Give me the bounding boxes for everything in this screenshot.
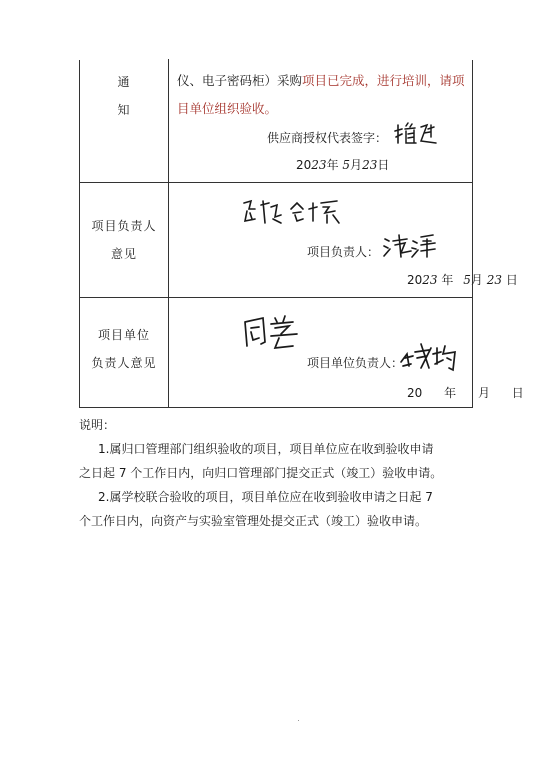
unit-leader-row [80,297,524,408]
project-leader-label-cell [80,183,169,298]
unit-leader-opinion-handwriting [241,312,303,352]
unit-leader-label-cell [80,298,169,408]
project-leader-sign-label: 项目负责人： [307,245,380,259]
project-leader-row [80,182,518,298]
unit-leader-sign-label: 项目单位负责人： [307,356,404,370]
unit-leader-signature [399,340,463,372]
project-leader-content-cell [169,183,518,298]
notice-text-black: 仪、电子密码柜）采购 [177,73,303,88]
notes-item1-line1: 1.属归口管理部门组织验收的项目，项目单位应在收到验收申请 [98,442,434,456]
unit-leader-content-cell [169,298,524,408]
supplier-sign-label: 供应商授权代表签字： [267,131,388,145]
notice-text-line2 [177,99,277,117]
notes-item2-line1: 2.属学校联合验收的项目，项目单位应在收到验收申请之日起 7 [98,490,433,504]
supplier-signature [394,121,440,147]
project-leader-signature [381,231,439,259]
project-leader-label-line1: 项目负责人 [91,219,157,233]
notice-row [80,59,472,182]
notice-label-line2: 知 [117,103,131,117]
notes-item2-line2: 个工作日内，向资产与实验室管理处提交正式（竣工）验收申请。 [79,514,428,528]
notice-text-red-2: 目单位组织验收。 [177,101,278,116]
notes-title: 说明： [79,418,116,432]
project-leader-opinion-handwriting [241,197,351,227]
notes-item1-line2: 之日起 7 个工作日内，向归口管理部门提交正式（竣工）验收申请。 [79,466,443,480]
unit-leader-label-line2: 负责人意见 [91,356,157,370]
notice-content-cell [169,59,472,182]
project-leader-label-line2: 意见 [110,247,137,261]
unit-leader-date: 20 年 月 日 [407,386,524,400]
notice-text-line1 [177,71,465,89]
notice-date: 2023年 5月23日 [296,158,390,172]
notice-text-red: 项目已完成，进行培训，请项 [302,73,465,88]
scan-speck [298,720,299,721]
acceptance-form-table [79,60,524,408]
notice-label-cell [80,59,169,182]
project-leader-date: 2023 年 5月 23 日 [407,273,518,287]
notice-label-line1: 通 [117,75,131,89]
unit-leader-label-line1: 项目单位 [97,328,150,342]
